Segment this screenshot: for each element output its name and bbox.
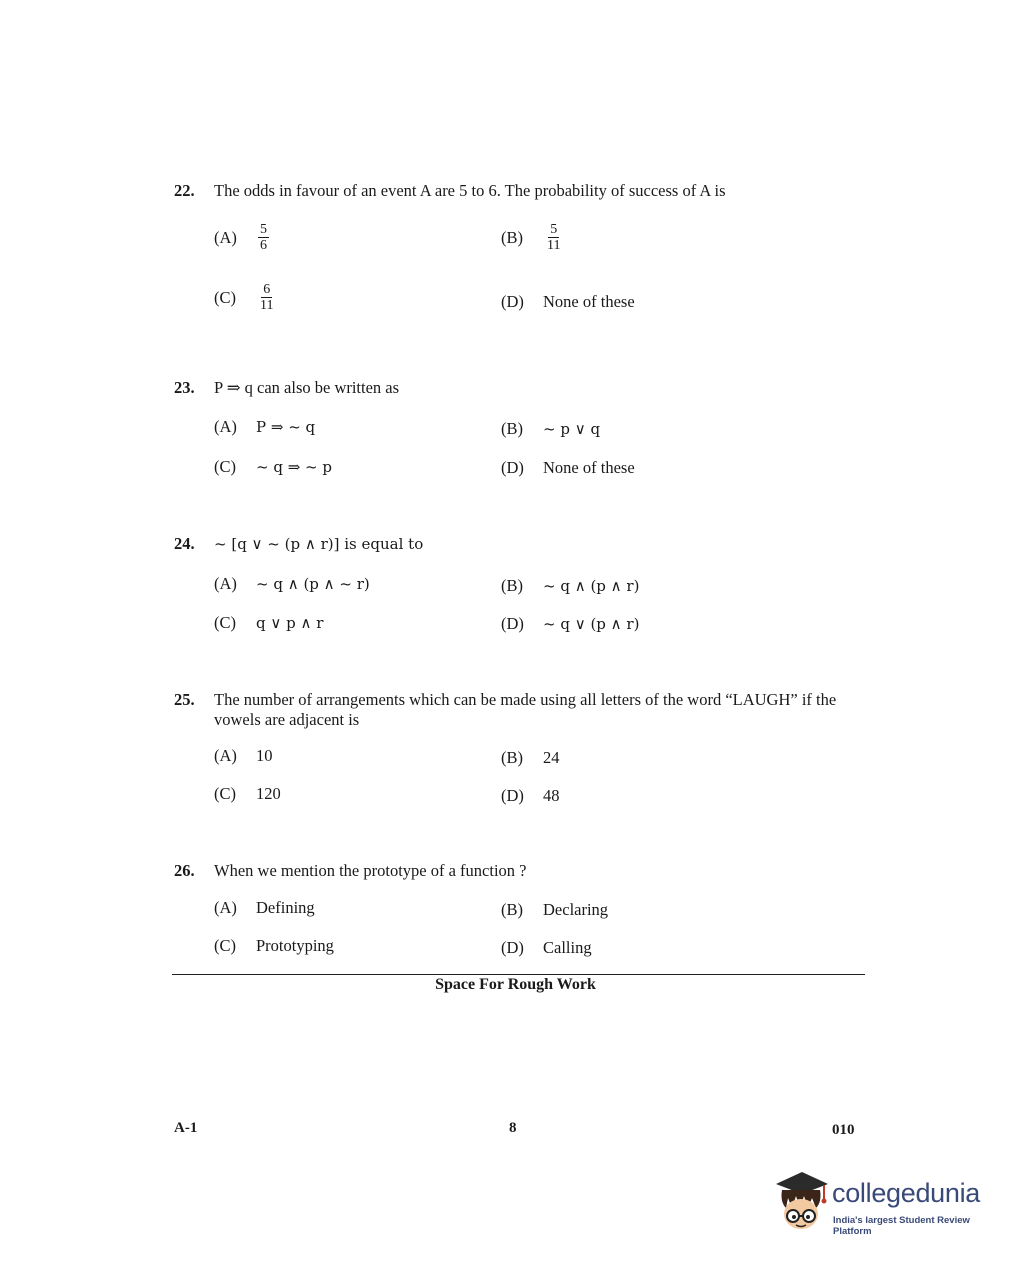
option-label: (A) xyxy=(214,746,237,765)
option-text: ~ q ∧ (p ∧ r) xyxy=(543,577,640,595)
fraction-numerator: 5 xyxy=(550,222,558,237)
option-text: None of these xyxy=(543,458,635,477)
fraction-denominator: 11 xyxy=(260,298,274,313)
fraction-denominator: 11 xyxy=(547,238,561,253)
option-label: (A) xyxy=(214,227,237,247)
option-24-b xyxy=(501,576,639,596)
option-text: ~ q ∨ (p ∧ r) xyxy=(543,615,640,633)
option-label: (B) xyxy=(501,900,523,919)
option-23-b xyxy=(501,419,600,439)
option-22-b xyxy=(501,222,562,253)
option-25-a xyxy=(214,746,273,766)
question-26 xyxy=(174,861,874,881)
question-text: The odds in favour of an event A are 5 to 6. The probability of success of A is xyxy=(214,181,726,200)
question-text: P ⇒ q can also be written as xyxy=(214,378,400,397)
option-26-d xyxy=(501,938,592,958)
question-number: 26. xyxy=(174,861,195,880)
question-text: When we mention the prototype of a function ? xyxy=(214,861,527,880)
fraction xyxy=(258,282,275,313)
option-26-b xyxy=(501,900,608,920)
option-label: (D) xyxy=(501,938,524,957)
option-text: Defining xyxy=(256,898,315,917)
option-text: ~ q ⇒ ~ p xyxy=(256,458,332,476)
question-text: The number of arrangements which can be made using all letters of the word “LAUGH” if the vowels are adjacent is xyxy=(214,690,837,729)
option-label: (B) xyxy=(501,748,523,767)
option-label: (C) xyxy=(214,784,236,803)
option-25-c xyxy=(214,784,281,804)
option-text: ~ q ∧ (p ∧ ~ r) xyxy=(256,575,370,593)
option-24-a xyxy=(214,574,370,594)
option-25-d xyxy=(501,786,560,806)
option-label: (B) xyxy=(501,419,523,438)
fraction xyxy=(258,222,269,253)
option-label: (D) xyxy=(501,614,524,633)
question-25 xyxy=(174,690,874,730)
option-22-c xyxy=(214,282,275,313)
option-25-b xyxy=(501,748,560,768)
option-24-c xyxy=(214,613,323,633)
rough-work-heading: Space For Rough Work xyxy=(435,976,596,993)
option-22-d xyxy=(501,292,635,312)
collegedunia-logo xyxy=(772,1168,1007,1238)
option-label: (C) xyxy=(214,936,236,955)
option-22-a xyxy=(214,222,269,253)
option-label: (C) xyxy=(214,287,236,307)
option-label: (B) xyxy=(501,576,523,595)
question-22 xyxy=(174,181,874,201)
footer-booklet-code: A-1 xyxy=(174,1120,198,1136)
option-26-c xyxy=(214,936,334,956)
option-24-d xyxy=(501,614,639,634)
option-text: Prototyping xyxy=(256,936,334,955)
option-text: ~ p ∨ q xyxy=(543,420,601,438)
option-label: (C) xyxy=(214,457,236,476)
mascot-icon xyxy=(772,1168,832,1238)
fraction-denominator: 6 xyxy=(260,238,267,253)
option-label: (D) xyxy=(501,458,524,477)
footer-page-number: 8 xyxy=(509,1120,517,1136)
question-number: 22. xyxy=(174,181,195,200)
option-26-a xyxy=(214,898,315,918)
option-text: 48 xyxy=(543,786,560,805)
question-number: 23. xyxy=(174,378,195,397)
option-label: (D) xyxy=(501,292,524,311)
logo-tagline: India's largest Student Review Platform xyxy=(833,1215,970,1237)
option-label: (C) xyxy=(214,613,236,632)
question-24 xyxy=(174,534,874,554)
question-23 xyxy=(174,378,874,398)
rough-work-divider xyxy=(172,974,865,975)
option-text: Calling xyxy=(543,938,592,957)
option-text: Declaring xyxy=(543,900,609,919)
option-text: None of these xyxy=(543,292,635,311)
question-number: 25. xyxy=(174,690,195,709)
option-text: 120 xyxy=(256,784,281,803)
fraction-numerator: 6 xyxy=(263,282,271,297)
logo-wordmark: collegedunia xyxy=(832,1178,981,1208)
option-text: 10 xyxy=(256,746,273,765)
fraction xyxy=(545,222,562,253)
option-label: (A) xyxy=(214,417,237,436)
option-text: q ∨ p ∧ r xyxy=(256,614,324,632)
footer-series-code: 010 xyxy=(832,1122,855,1138)
question-number: 24. xyxy=(174,534,195,553)
option-23-d xyxy=(501,458,635,478)
option-label: (B) xyxy=(501,227,523,247)
option-label: (A) xyxy=(214,898,237,917)
fraction-numerator: 5 xyxy=(260,222,267,237)
option-text: P ⇒ ~ q xyxy=(256,418,316,436)
option-23-c xyxy=(214,457,332,477)
option-23-a xyxy=(214,417,315,437)
option-label: (D) xyxy=(501,786,524,805)
option-text: 24 xyxy=(543,748,560,767)
question-text: ~ [q ∨ ~ (p ∧ r)] is equal to xyxy=(214,535,424,553)
option-label: (A) xyxy=(214,574,237,593)
